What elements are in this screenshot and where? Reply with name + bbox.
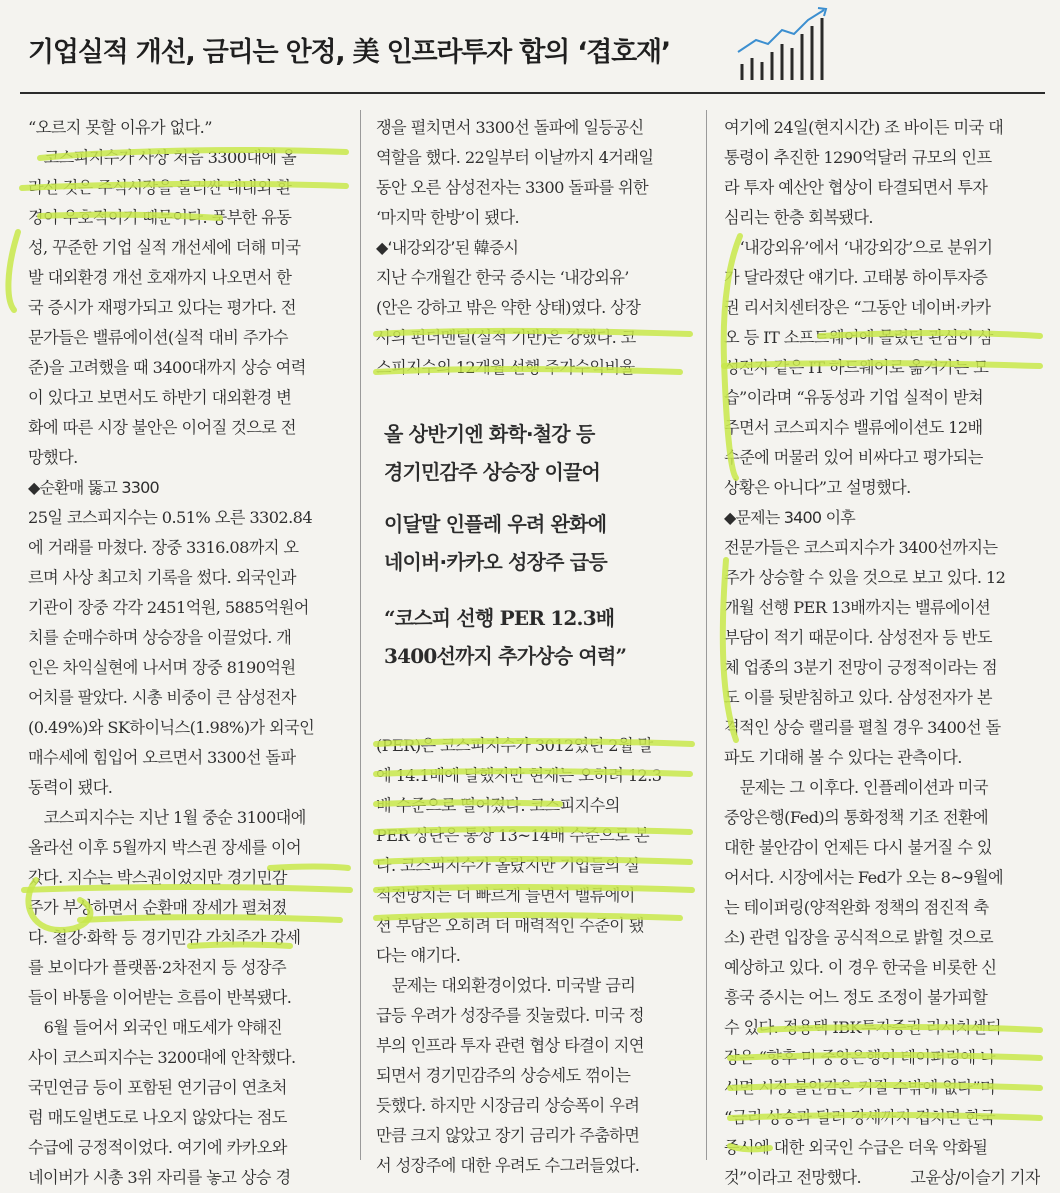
text-line: 는 테이퍼링(양적완화 정책의 점진적 축: [724, 898, 989, 917]
text-line: 권 리서치센터장은 “그동안 네이버·카카: [724, 298, 991, 317]
text-line: 다. 코스피지수가 올랐지만 기업들의 실: [376, 856, 640, 875]
text-line: 중앙은행(Fed)의 통화정책 기조 전환에: [724, 808, 989, 827]
text-line: 라 투자 예산안 협상이 타결되면서 투자: [724, 178, 988, 197]
text-line: 문제는 대외환경이었다. 미국발 금리: [376, 976, 636, 995]
text-line: 6월 들어서 외국인 매도세가 약해진: [28, 1018, 282, 1037]
text-line: 갔다. 지수는 박스권이었지만 경기민감: [28, 868, 287, 887]
text-line: 문가들은 밸류에이션(실적 대비 주가수: [28, 328, 288, 347]
text-line: 대한 불안감이 언제든 다시 불거질 수 있: [724, 838, 992, 857]
text-line: 가 달라졌단 얘기다. 고태봉 하이투자증: [724, 268, 988, 287]
text-line: 체 업종의 3분기 전망이 긍정적이라는 점: [724, 658, 998, 677]
text-line: 매수세에 힘입어 오르면서 3300선 돌파: [28, 748, 296, 767]
subheading: ◆문제는 3400 이후: [724, 508, 855, 527]
pull-quote-line: 이달말 인플레 우려 완화에: [384, 512, 607, 536]
text-line: 국민연금 등이 포함된 연기금이 연초처: [28, 1078, 287, 1097]
text-line: 문제는 그 이후다. 인플레이션과 미국: [724, 778, 988, 797]
text-line: 오 등 IT 소프트웨어에 몰렸던 관심이 삼: [724, 328, 993, 347]
text-line: 듯했다. 하지만 시장금리 상승폭이 우려: [376, 1096, 640, 1115]
column-2-bottom: [376, 731, 694, 1181]
text-line: 네이버가 시총 3위 자리를 놓고 상승 경: [28, 1168, 291, 1187]
text-line: 코스피지수가 사상 처음 3300대에 올: [28, 148, 297, 167]
text-line: 것”이라고 전망했다. 고윤상/이슬기 기자: [724, 1163, 1040, 1193]
text-line: 이 있다고 보면서도 하반기 대외환경 변: [28, 388, 292, 407]
text-line: ‘내강외유’에서 ‘내강외강’으로 분위기: [724, 238, 993, 257]
text-line: 주면서 코스피지수 밸류에이션도 12배: [724, 418, 983, 437]
text-line: 수급에 긍정적이었다. 여기에 카카오와: [28, 1138, 287, 1157]
text-line: 어치를 팔았다. 시총 비중이 큰 삼성전자: [28, 688, 296, 707]
text-line: 기관이 장중 각각 2451억원, 5885억원어: [28, 598, 309, 617]
byline: 고윤상/이슬기 기자: [910, 1168, 1040, 1187]
text-line: 동력이 됐다.: [28, 778, 113, 797]
text-line: 주가 상승할 수 있을 것으로 보고 있다. 12: [724, 568, 1006, 587]
text-line: 습”이라며 “유동성과 기업 실적이 받쳐: [724, 388, 984, 407]
text-line: 에 14.1배에 달했지만 현재는 오히려 12.3: [376, 766, 662, 785]
text-line: 르며 사상 최고치 기록을 썼다. 외국인과: [28, 568, 296, 587]
text-line: 럼 매도일변도로 나오지 않았다는 점도: [28, 1108, 287, 1127]
text-line: 도 이를 뒷받침하고 있다. 삼성전자가 본: [724, 688, 992, 707]
column-2-top: [376, 113, 694, 383]
text-line: 망했다.: [28, 448, 78, 467]
text-line: 증시에 대한 외국인 수급은 더욱 악화될: [724, 1138, 988, 1157]
text-line: PER 상단은 통상 13~14배 수준으로 본: [376, 826, 649, 845]
text-line: 다는 얘기다.: [376, 946, 461, 965]
headline: 기업실적 개선, 금리는 안정, 美 인프라투자 합의 ‘겹호재’: [28, 37, 670, 68]
text-line: 를 보이다가 플랫폼·2차전지 등 성장주: [28, 958, 286, 977]
text-line: 어서다. 시장에서는 Fed가 오는 8~9월에: [724, 868, 1004, 887]
pull-quote-line: 3400선까지 추가상승 여력”: [384, 644, 627, 668]
text-line: 상황은 아니다”고 설명했다.: [724, 478, 911, 497]
column-1: [28, 113, 348, 1193]
text-line: 격적인 상승 랠리를 펼칠 경우 3400선 돌: [724, 718, 1001, 737]
text-line: (PER)은 코스피지수가 3012였던 2월 말: [376, 736, 653, 755]
column-3: [724, 113, 1040, 1193]
text-line: 되면서 경기민감주의 상승세도 꺾이는: [376, 1066, 631, 1085]
text-line: 서면 시장 불안감은 커질 수밖에 없다”며: [724, 1078, 995, 1097]
column-divider: [706, 110, 707, 1160]
text-line: 전문가들은 코스피지수가 3400선까지는: [724, 538, 998, 557]
text-line: 예상하고 있다. 이 경우 한국을 비롯한 신: [724, 958, 997, 977]
column-divider: [360, 110, 361, 1160]
rising-bar-chart-icon: [712, 4, 842, 82]
text-line: 수 있다. 정용택 IBK투자증권 리서치센터: [724, 1018, 1001, 1037]
text-line: “오르지 못할 이유가 없다.”: [28, 118, 212, 137]
text-line: 사이 코스피지수는 3200대에 안착했다.: [28, 1048, 296, 1067]
text-line: 부의 인프라 투자 관련 협상 타결이 지연: [376, 1036, 644, 1055]
text-line: 경이 우호적이기 때문이다. 풍부한 유동: [28, 208, 292, 227]
text-line: 역할을 했다. 22일부터 이날까지 4거래일: [376, 148, 654, 167]
text-line: (0.49%)와 SK하이닉스(1.98%)가 외국인: [28, 718, 315, 737]
text-line: 화에 따른 시장 불안은 이어질 것으로 전: [28, 418, 296, 437]
text-line: 개월 선행 PER 13배까지는 밸류에이션: [724, 598, 991, 617]
pull-quote: [372, 404, 690, 704]
text-line: 지난 수개월간 한국 증시는 ‘내강외유’: [376, 268, 629, 287]
text-line: 성전자 같은 IT 하드웨어로 옮겨가는 모: [724, 358, 989, 377]
text-line: 들이 바통을 이어받는 흐름이 반복됐다.: [28, 988, 292, 1007]
text-line: 여기에 24일(현지시간) 조 바이든 미국 대: [724, 118, 1004, 137]
text-line: 치를 순매수하며 상승장을 이끌었다. 개: [28, 628, 292, 647]
text-line: 쟁을 펼치면서 3300선 돌파에 일등공신: [376, 118, 644, 137]
pull-quote-line: 올 상반기엔 화학·철강 등: [384, 422, 595, 446]
text-line: 25일 코스피지수는 0.51% 오른 3302.84: [28, 508, 313, 527]
text-line: 올라선 이후 5월까지 박스권 장세를 이어: [28, 838, 302, 857]
text-line: 코스피지수는 지난 1월 중순 3100대에: [28, 808, 306, 827]
text-line: 동안 오른 삼성전자는 3300 돌파를 위한: [376, 178, 649, 197]
text-line: 만큼 크지 않았고 장기 금리가 주춤하면: [376, 1126, 640, 1145]
text-line: 서 성장주에 대한 우려도 수그러들었다.: [376, 1156, 640, 1175]
text-line: 주가 부상하면서 순환매 장세가 펼쳐졌: [28, 898, 287, 917]
text-line: 스피지수의 12개월 선행 주가수익비율: [376, 358, 635, 377]
text-line: 준)을 고려했을 때 3400대까지 상승 여력: [28, 358, 306, 377]
subheading: ◆순환매 뚫고 3300: [28, 478, 159, 497]
pull-quote-line: 경기민감주 상승장 이끌어: [384, 460, 601, 484]
text-line: (안은 강하고 밖은 약한 상태)였다. 상장: [376, 298, 641, 317]
headline-bar: [20, 0, 1045, 94]
text-line: 에 거래를 마쳤다. 장중 3316.08까지 오: [28, 538, 299, 557]
text-line: 파도 기대해 볼 수 있다는 관측이다.: [724, 748, 962, 767]
text-line: 다. 철강·화학 등 경기민감 가치주가 강세: [28, 928, 301, 947]
text-line: 소) 관련 입장을 공식적으로 밝힐 것으로: [724, 928, 994, 947]
text-line: 급등 우려가 성장주를 짓눌렀다. 미국 정: [376, 1006, 644, 1025]
text-line: 통령이 추진한 1290억달러 규모의 인프: [724, 148, 992, 167]
text-line: 사의 펀더멘털(실적 기반)은 강했다. 코: [376, 328, 636, 347]
text-line: 장은 “향후 미 중앙은행이 테이퍼링에 나: [724, 1048, 995, 1067]
text-line: “금리 상승과 달러 강세까지 겹치면 한국: [724, 1108, 995, 1127]
text-line: 수준에 머물러 있어 비싸다고 평가되는: [724, 448, 983, 467]
text-line: 션 부담은 오히려 더 매력적인 수준이 됐: [376, 916, 644, 935]
text-line: 심리는 한층 회복됐다.: [724, 208, 873, 227]
text-line: 인은 차익실현에 나서며 장중 8190억원: [28, 658, 296, 677]
text-line: 성, 꾸준한 기업 실적 개선세에 더해 미국: [28, 238, 301, 257]
text-line: 적전망치는 더 빠르게 늘면서 밸류에이: [376, 886, 635, 905]
pull-quote-line: 네이버·카카오 성장주 급등: [384, 550, 607, 574]
text-line: 흥국 증시는 어느 정도 조정이 불가피할: [724, 988, 988, 1007]
text-line: 배 수준으로 떨어졌다. 코스피지수의: [376, 796, 620, 815]
text-line: 라선 것은 주식시장을 둘러싼 대내외 환: [28, 178, 292, 197]
text-line: 국 증시가 재평가되고 있다는 평가다. 전: [28, 298, 296, 317]
pull-quote-line: “코스피 선행 PER 12.3배: [384, 606, 615, 630]
text-line: 발 대외환경 개선 호재까지 나오면서 한: [28, 268, 292, 287]
text-line: 부담이 적기 때문이다. 삼성전자 등 반도: [724, 628, 992, 647]
subheading: ◆‘내강외강’된 韓증시: [376, 238, 519, 257]
text-line: ‘마지막 한방’이 됐다.: [376, 208, 520, 227]
